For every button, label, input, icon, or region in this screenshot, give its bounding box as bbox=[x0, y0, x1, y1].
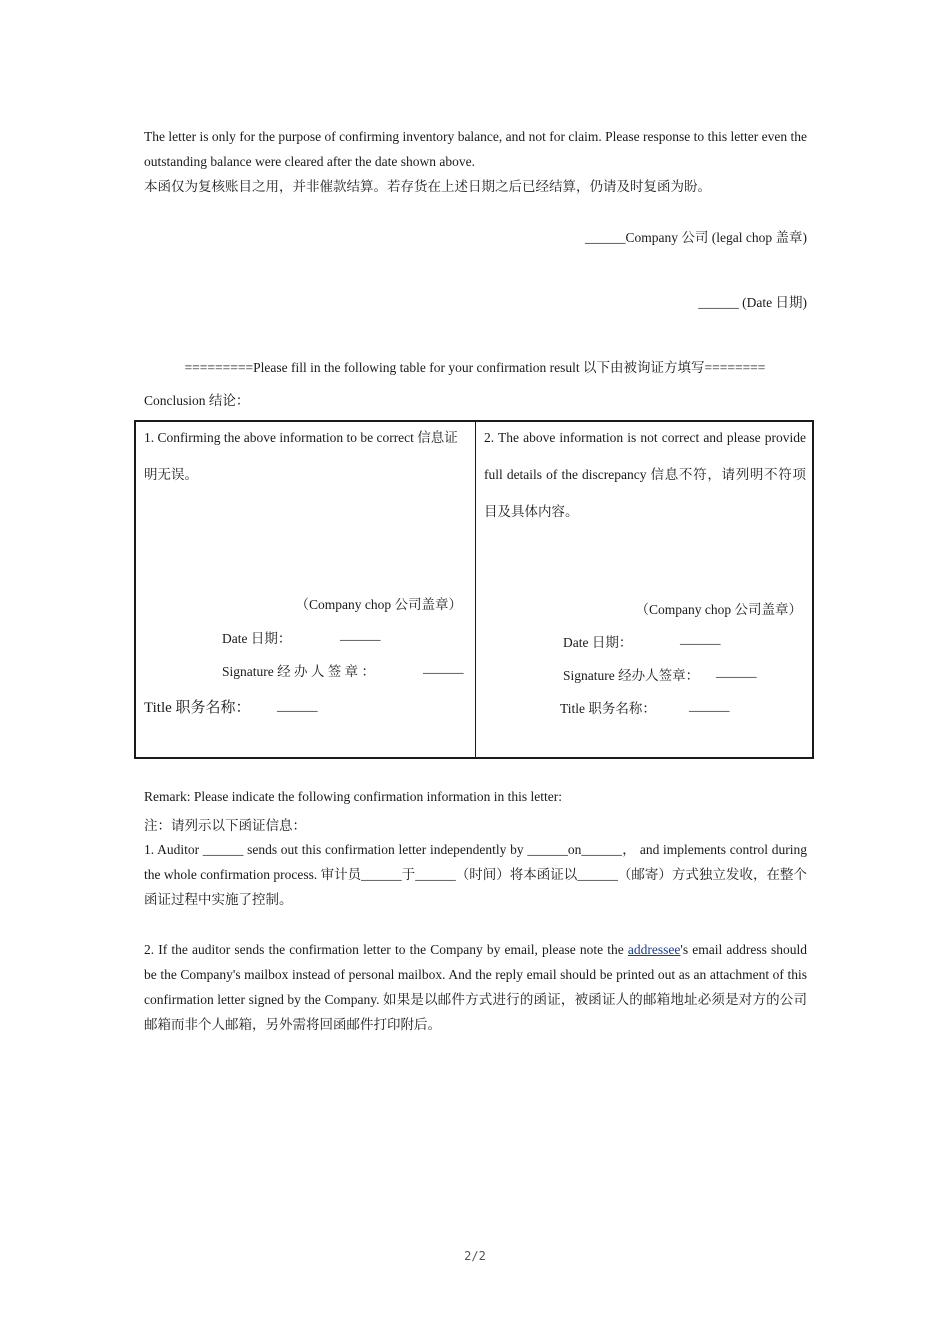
right-company-chop: （Company chop 公司盖章） bbox=[635, 602, 802, 617]
left-company-chop: （Company chop 公司盖章） bbox=[295, 597, 462, 612]
intro-zh: 本函仅为复核账目之用，并非催款结算。若存货在上述日期之后已经结算，仍请及时复函为盼。 bbox=[144, 179, 711, 194]
right-date-label: Date 日期： bbox=[563, 635, 633, 650]
left-cell-text: 1. Confirming the above information to be correct 信息证明无误。 bbox=[144, 430, 458, 482]
left-signature-blank[interactable]: ______ bbox=[423, 660, 464, 675]
remark-item-2 bbox=[144, 937, 807, 1037]
right-title-label: Title 职务名称： bbox=[560, 701, 656, 716]
remark-item-2-before: 2. If the auditor sends the confirmation letter to the Company by email, please note the bbox=[144, 942, 628, 957]
table-divider bbox=[475, 422, 476, 757]
remark-zh-title: 注：请列示以下函证信息： bbox=[144, 818, 306, 833]
page-number: 2/2 bbox=[464, 1249, 486, 1263]
confirmation-table bbox=[134, 420, 814, 759]
date-line: ______ (Date 日期) bbox=[698, 295, 807, 310]
addressee-link[interactable]: addressee bbox=[627, 942, 681, 957]
company-chop-line: ______Company 公司 (legal chop 盖章) bbox=[585, 230, 807, 245]
right-title-blank[interactable]: ______ bbox=[689, 698, 730, 713]
left-title-blank[interactable]: ______ bbox=[277, 698, 318, 713]
right-date-blank[interactable]: ______ bbox=[680, 631, 721, 646]
remark-title: Remark: Please indicate the following confirmation information in this letter: bbox=[144, 789, 563, 804]
right-signature-label: Signature 经办人签章： bbox=[563, 668, 700, 683]
conclusion-label: Conclusion 结论： bbox=[144, 393, 250, 408]
intro-en: The letter is only for the purpose of confirming inventory balance, and not for claim. Please response to this letter even the outstanding balance were cleared after the date shown above. bbox=[144, 129, 807, 169]
fill-notice: =========Please fill in the following table for your confirmation result 以下由被询证方填写======== bbox=[184, 360, 766, 375]
left-signature-label: Signature 经 办 人 签 章 ： bbox=[222, 664, 375, 679]
right-cell-text: 2. The above information is not correct and please provide full details of the discrepancy 信息不符，请列明不符项目及具体内容。 bbox=[484, 430, 806, 519]
remark-item-2-after: 's email address should be the Company's mailbox instead of personal mailbox. And the reply email should be printed out as an attachment of this confirmation letter signed by the Company. 如果是以邮件方式进行的函证，被函证人的邮箱地址必须是对方的公司邮箱而非个人邮箱，另外需将回函邮件打印附后。 bbox=[144, 942, 807, 1032]
left-date-label: Date 日期： bbox=[222, 631, 292, 646]
remark-item-1: 1. Auditor ______ sends out this confirmation letter independently by ______on______， and implements control during the whole confirmation process. 审计员______于______（时间）将本函证以______（邮寄）方式独立发收，在整个函证过程中实施了控制。 bbox=[144, 842, 807, 907]
right-signature-blank[interactable]: ______ bbox=[716, 664, 757, 679]
left-date-blank[interactable]: ______ bbox=[340, 627, 381, 642]
left-title-label: Title 职务名称： bbox=[144, 700, 251, 716]
